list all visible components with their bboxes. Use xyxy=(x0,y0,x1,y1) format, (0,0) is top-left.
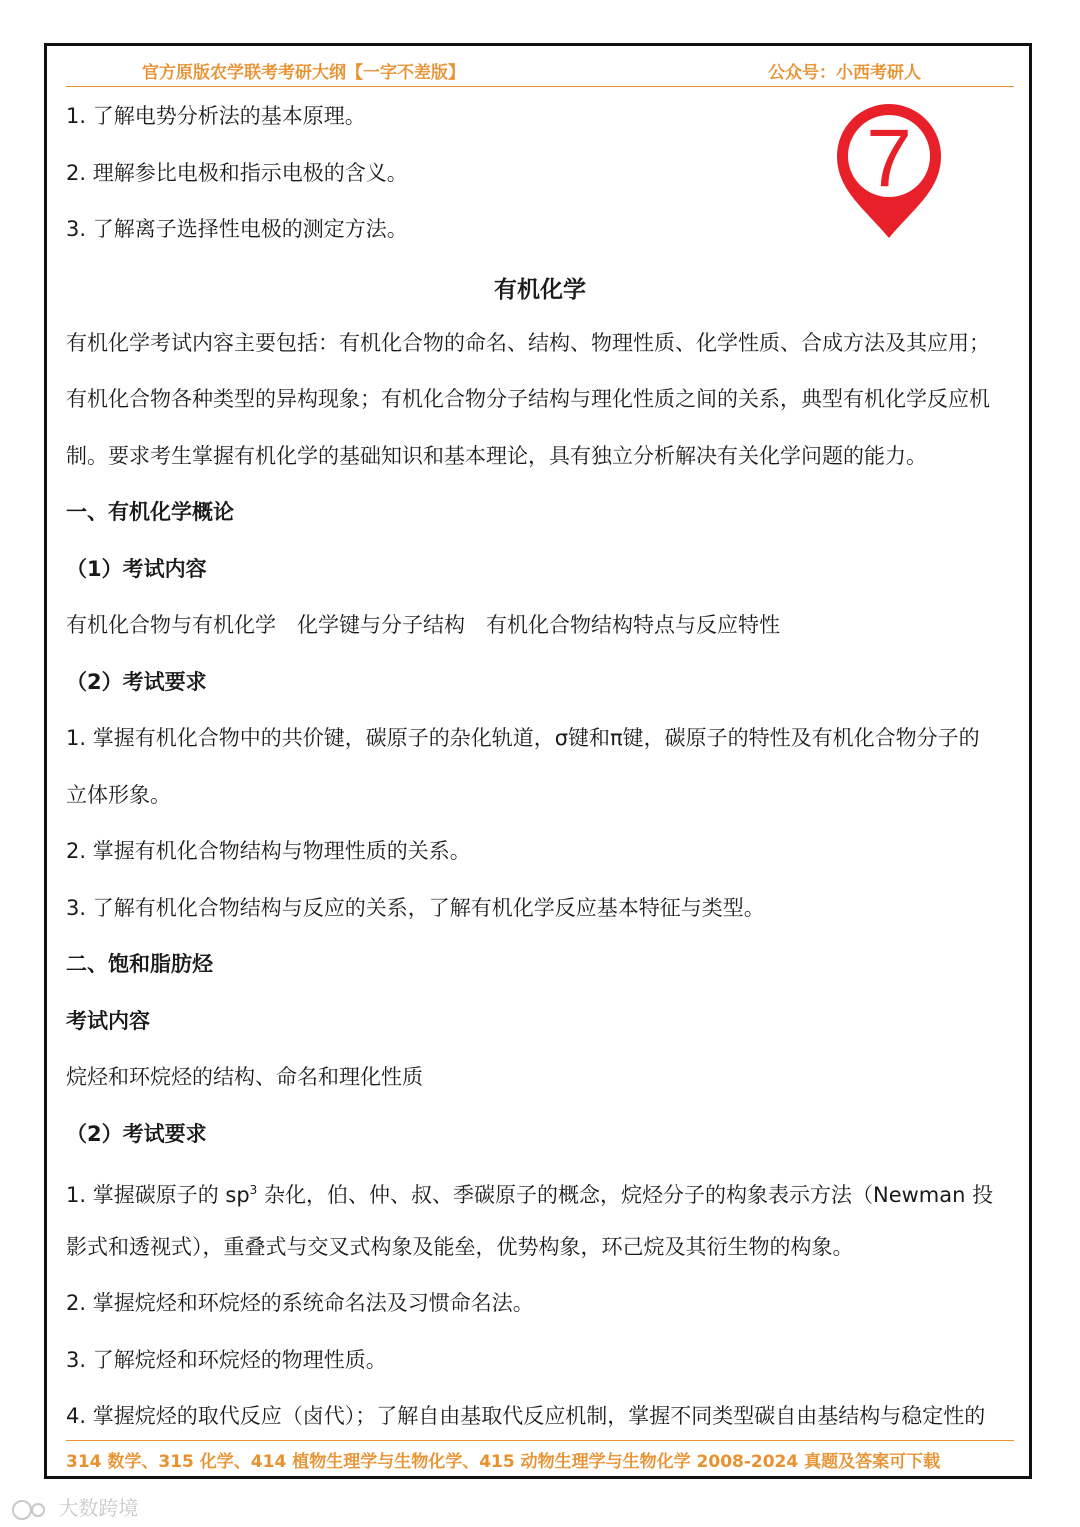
footer-note: 314 数学、315 化学、414 植物生理学与生物化学、415 动物生理学与生物化学 2008-2024 真题及答案可下载 xyxy=(66,1452,941,1472)
part1-heading: 一、有机化学概论 xyxy=(66,500,234,524)
part1-content-heading: （1）考试内容 xyxy=(66,557,207,581)
footer-divider xyxy=(66,1440,1014,1441)
summary-line-3: 制。要求考生掌握有机化学的基础知识和基本理论，具有独立分析解决有关化学问题的能力。 xyxy=(66,444,927,468)
part1-req-3: 3. 了解有机化合物结构与反应的关系，了解有机化学反应基本特征与类型。 xyxy=(66,896,765,920)
part2-content: 烷烃和环烷烃的结构、命名和理化性质 xyxy=(66,1065,423,1089)
part2-req-1 xyxy=(66,1176,993,1209)
part2-req-1-cont: 影式和透视式），重叠式与交叉式构象及能垒，优势构象，环己烷及其衍生物的构象。 xyxy=(66,1235,854,1259)
part2-req-4: 4. 掌握烷烃的取代反应（卤代）；了解自由基取代反应机制，掌握不同类型碳自由基结构与稳定性的 xyxy=(66,1404,986,1428)
intro-item-3: 3. 了解离子选择性电极的测定方法。 xyxy=(66,217,408,241)
watermark-text: 大数跨境 xyxy=(58,1496,139,1520)
summary-line-2: 有机化合物各种类型的异构现象；有机化合物分子结构与理化性质之间的关系，典型有机化学反应机 xyxy=(66,387,990,411)
superscript: 3 xyxy=(249,1183,258,1197)
watermark xyxy=(10,1492,138,1522)
page-frame xyxy=(44,43,1032,1479)
part2-req-heading: （2）考试要求 xyxy=(66,1122,207,1146)
part2-req-2: 2. 掌握烷烃和环烷烃的系统命名法及习惯命名法。 xyxy=(66,1291,534,1315)
part1-req-heading: （2）考试要求 xyxy=(66,670,207,694)
watermark-logo-icon xyxy=(10,1498,52,1522)
summary-line-1: 有机化学考试内容主要包括：有机化合物的命名、结构、物理性质、化学性质、合成方法及其应用； xyxy=(66,331,990,355)
part2-req-1-a: 1. 掌握碳原子的 sp xyxy=(66,1183,250,1207)
part1-req-1: 1. 掌握有机化合物中的共价键，碳原子的杂化轨道，σ键和π键，碳原子的特性及有机化合物分子的 xyxy=(66,726,980,750)
intro-item-2: 2. 理解参比电极和指示电极的含义。 xyxy=(66,161,408,185)
header-title: 官方原版农学联考考研大纲【一字不差版】 xyxy=(142,63,465,83)
part2-heading: 二、饱和脂肪烃 xyxy=(66,952,213,976)
header-account: 公众号：小西考研人 xyxy=(768,63,921,83)
part1-content: 有机化合物与有机化学 化学键与分子结构 有机化合物结构特点与反应特性 xyxy=(66,613,780,637)
part1-req-2: 2. 掌握有机化合物结构与物理性质的关系。 xyxy=(66,839,471,863)
part2-content-heading: 考试内容 xyxy=(66,1009,150,1033)
section-title: 有机化学 xyxy=(494,277,586,303)
part1-req-1-cont: 立体形象。 xyxy=(66,783,171,807)
intro-item-1: 1. 了解电势分析法的基本原理。 xyxy=(66,104,366,128)
header-divider xyxy=(66,86,1014,87)
part2-req-3: 3. 了解烷烃和环烷烃的物理性质。 xyxy=(66,1348,387,1372)
location-pin-icon xyxy=(834,100,944,240)
svg-text:7: 7 xyxy=(866,113,912,204)
part2-req-1-b: 杂化，伯、仲、叔、季碳原子的概念，烷烃分子的构象表示方法（Newman 投 xyxy=(257,1183,994,1207)
